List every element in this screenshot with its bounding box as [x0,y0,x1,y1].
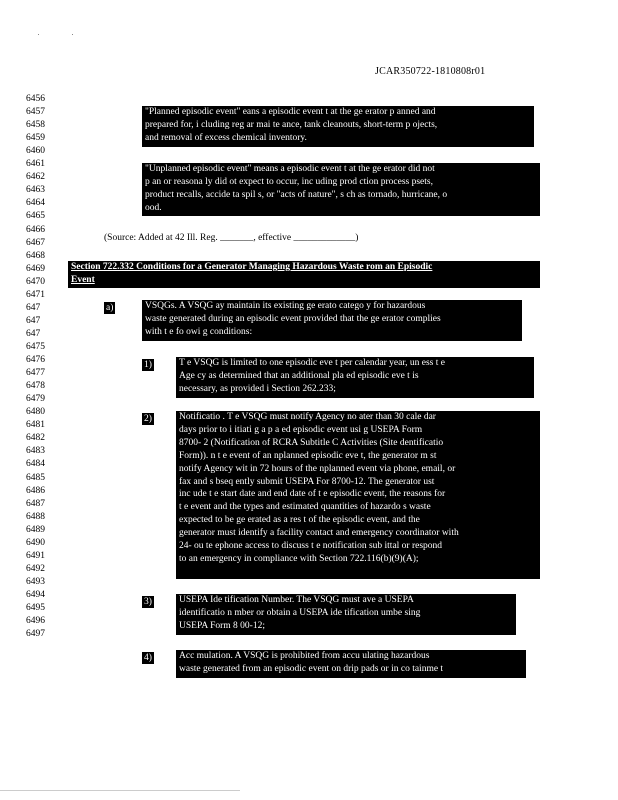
page-bottom-rule [0,790,240,791]
paragraph-line: USEPA Form 8 00-12; [179,620,265,631]
paragraph-line: 8700- 2 (Notification of RCRA Subtitle C Activities (Site dentificatio [179,437,444,448]
paragraph-line: T e VSQG is limited to one episodic eve t per calendar year, un ess t e [179,358,445,368]
paragraph-line: Age cy as determined that an additional pla ed episodic eve t is [179,370,419,381]
paragraph-4-accumulation [176,650,526,678]
line-number: 6475 [26,342,45,352]
subsection-line: waste generated during an episodic event provided that the ge erator complies [145,313,441,324]
paragraph-line: fax and s bseq ently submit USEPA For 8700-12. The generator ust [179,476,435,487]
section-heading-line: Event [71,274,95,285]
paragraph-line: necessary, as provided i Section 262.233; [179,383,336,394]
definition-line: "Planned episodic event" eans a episodic event t at the ge erator p anned and [145,107,436,117]
definition-line: prepared for, i cluding reg ar mai te ance, tank cleanouts, short-term p ojects, [145,119,438,130]
paragraph-line: to an emergency in compliance with Section 722.116(b)(9)(A); [179,553,419,564]
line-number: 6488 [26,511,45,522]
definition-line: and removal of excess chemical inventory. [145,132,307,143]
unplanned-episodic-event-definition [142,163,540,216]
document-id: JCAR350722-1810808r01 [375,66,486,77]
line-number: 6484 [26,459,45,470]
line-number: 6478 [26,381,45,392]
source-note: (Source: Added at 42 Ill. Reg. _______, effective _____________) [104,233,359,243]
paragraph-line: days prior to i itiati g a p a ed episodic event usi g USEPA Form [179,424,423,435]
line-number: 6462 [26,172,45,183]
subsection-line: VSQGs. A VSQG ay maintain its existing ge erato catego y for hazardous [145,301,426,311]
line-number: 6457 [26,107,45,117]
paragraph-line: inc ude t e start date and end date of t e episodic event, the reasons for [179,489,446,500]
line-number: 6468 [26,250,45,261]
line-number: 6458 [26,120,45,131]
line-number: 6471 [26,289,45,300]
planned-episodic-event-definition [142,106,534,147]
line-number: 6463 [26,185,45,196]
line-number: 6480 [26,407,45,418]
definition-line: product recalls, accide ta spil s, or "acts of nature", s ch as tornado, hurricane, o [145,189,448,200]
paragraph-marker-2: 2) [144,414,152,424]
paragraph-1-episodic-limit [176,357,534,398]
line-number: 6459 [26,133,45,144]
paragraph-marker-3: 3) [144,597,152,607]
line-number: 6470 [26,276,45,287]
line-number: 6479 [26,394,45,405]
line-number: 6489 [26,524,45,535]
paragraph-line: generator must identify a facility contact and emergency coordinator with [179,528,459,539]
subsection-marker-a: a) [106,303,114,313]
line-number: 6461 [26,159,45,170]
line-number: 6491 [26,550,45,561]
section-heading-line: Section 722.332 Conditions for a Generator Managing Hazardous Waste rom an Episodic [71,262,433,272]
paragraph-line: t e event and the types and estimated quantities of hazardo s waste [179,502,431,513]
paragraph-line: Acc mulation. A VSQG is prohibited from accu ulating hazardous [179,651,430,661]
line-number: 6482 [26,433,45,444]
subsection-line: with t e fo owi g conditions: [145,326,253,337]
scan-speck [38,34,39,35]
line-number: 647 [26,302,41,313]
paragraph-line: 24- ou te ephone access to discuss t e notification sub ittal or respond [179,541,443,552]
line-number: 6476 [26,355,45,365]
line-number: 6465 [26,211,45,222]
line-number: 6486 [26,485,45,496]
line-number: 6460 [26,146,45,157]
paragraph-line: Notificatio . T e VSQG must notify Agency no ater than 30 cale dar [179,412,436,422]
line-number: 6466 [26,224,45,235]
definition-line: ood. [145,202,162,213]
line-number: 6490 [26,537,45,548]
line-number: 6493 [26,576,45,587]
section-heading [68,261,540,288]
line-number: 6487 [26,498,45,509]
paragraph-line: Form)). n t e event of an nplanned episodic eve t, the generator m st [179,450,437,461]
subsection-a-vsqgs [142,300,522,341]
definition-line: "Unplanned episodic event" means a episodic event t at the ge erator did not [145,164,435,174]
paragraph-marker-4: 4) [144,653,152,663]
line-number: 647 [26,315,41,326]
paragraph-line: identificatio n mber or obtain a USEPA ide tification umbe sing [179,607,421,618]
line-number: 6464 [26,198,45,209]
paragraph-line: USEPA Ide tification Number. The VSQG must ave a USEPA [179,595,414,605]
line-number: 6495 [26,603,45,613]
line-number: 6496 [26,616,45,626]
definition-line: p an or reasona ly did ot expect to occur, inc uding prod ction process psets, [145,176,433,187]
paragraph-3-usepa-id-number [176,594,516,635]
line-number: 6494 [26,589,45,600]
paragraph-line: expected to be ge erated as a res t of the episodic event, and the [179,515,420,526]
line-number: 6477 [26,368,45,379]
line-number: 6469 [26,263,45,274]
paragraph-line: notify Agency wit in 72 hours of the nplanned event via phone, email, or [179,463,456,474]
line-number: 6456 [26,94,45,104]
scan-speck [72,34,73,35]
paragraph-line: waste generated from an episodic event on drip pads or in co tainme t [179,663,444,674]
line-number: 6485 [26,472,45,483]
paragraph-marker-1: 1) [144,360,152,370]
paragraph-2-notification [176,411,540,579]
line-number: 6467 [26,237,45,248]
line-number: 6497 [26,629,45,640]
line-number: 6483 [26,446,45,457]
line-number: 647 [26,328,41,339]
line-number: 6492 [26,563,45,574]
line-number: 6481 [26,420,45,431]
